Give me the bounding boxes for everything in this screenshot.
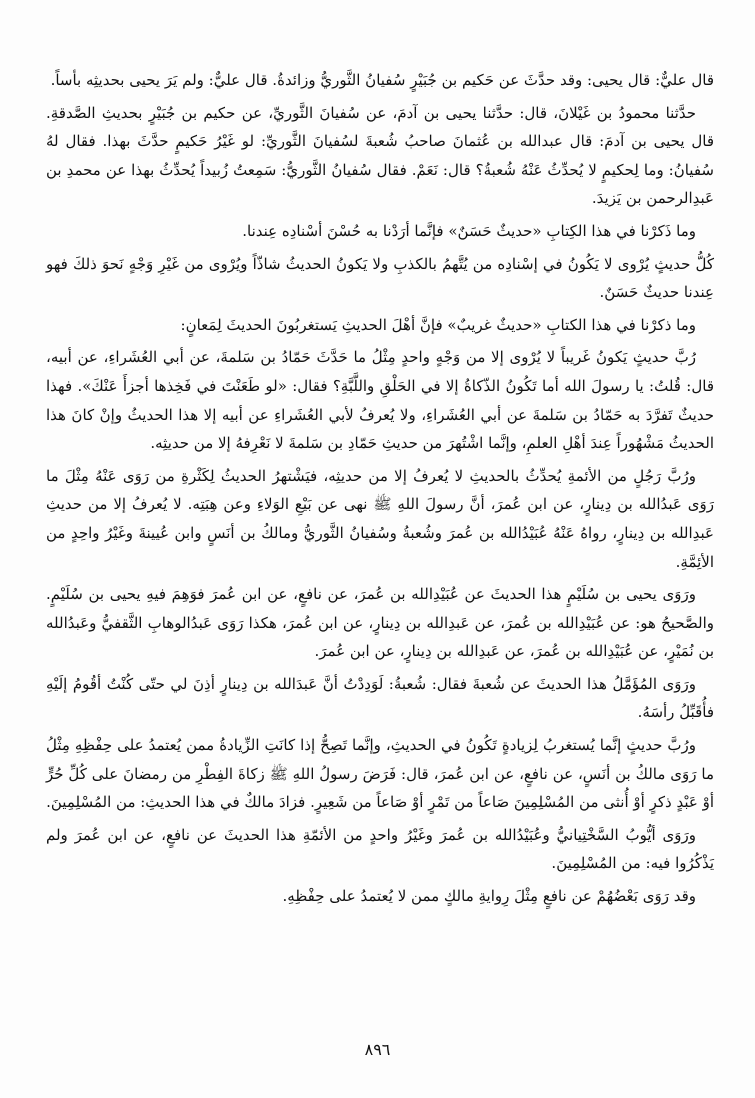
paragraph: وقد رَوَى بَعْضُهُمْ عن نافعٍ مِثْلَ رِوايةِ مالكٍ ممن لا يُعتمدُ على حِفْظِهِ. bbox=[282, 887, 696, 906]
paragraph: ورَوَى المُؤَمَّلُ هذا الحديثَ عن شُعبةَ فقال: شُعبةُ: لَوَدِدْتُ أنَّ عَبدَالله بن دِينارٍ أذِنَ لي حتّى كُنْتُ أقُومُ إلَيْهِ فأُقَبِّلُ رأسَهُ. bbox=[46, 674, 714, 722]
paragraph: حدَّثنا محمودُ بن غَيْلانَ، قال: حدَّثنا يحيى بن آدمَ، عن سُفيانَ الثَّوريِّ، عن حكيم بن جُبَيْرٍ بحديثِ الصَّدقةِ. قال يحيى بن آدمَ: قال عبدالله بن عُثمانَ صاحبُ شُعبةَ لسُفيانَ الثَّوريِّ: لو غَيْرُ حَكيمٍ حدَّثَ بهذا. فقال لهُ سُفيانُ: وما لِحكيمٍ لا يُحدِّثُ عَنْهُ شُعبةُ؟ قال: نَعَمْ. فقال سُفيانُ الثَّوريُّ: سَمِعتُ زُبيداً يُحدِّثُ بهذا عن محمدِ بن عَبدِالرحمن بن يَزيدَ. bbox=[46, 103, 714, 208]
paragraph: رُبَّ حديثٍ يَكونُ غَريباً لا يُرْوى إلا من وَجْهٍ واحدٍ مِثْلُ ما حَدَّثَ حَمّادُ بن سَلمةَ، عن أبي العُشَراءِ، عن أبيه، قال: قُلتُ: يا رسولَ الله أما تَكُونُ الذّكاةُ إلا في الحَلْقِ واللَّبَّةِ؟ فقال: «لو طَعَنْتَ في فَخِذها أجزأَ عَنْكَ». فهذا حديثٌ تَفرَّدَ به حَمّادُ بن سَلمةَ عن أبي العُشَراءِ، ولا يُعرفُ لأبي العُشَراءِ عن أبيه إلا هذا الحديثُ وإنْ كانَ هذا الحديثُ مَشْهُوراً عِندَ أهْلِ العلمِ، وإنَّما اشْتُهرَ من حديثِ حَمّادِ بن سَلمةَ لا نَعْرِفهُ إلا من حديثِه. bbox=[46, 348, 714, 453]
page-number: ٨٩٦ bbox=[364, 1040, 391, 1059]
paragraph: قال عليٌّ: قال يحيى: وقد حدَّثَ عن حَكيم بن جُبَيْرٍ سُفيانُ الثَّوريُّ وزائدةُ. قال عليٌّ: ولم يَرَ يحيى بحديثِه بأساً. bbox=[50, 71, 714, 89]
page-text-body bbox=[46, 66, 714, 915]
paragraph: ورَوَى أيُّوبُ السَّخْتِيانيُّ وعُبَيْدُالله بن عُمرَ وغَيْرُ واحدٍ من الأئمّةِ هذا الحديثَ عن نافعٍ، عن ابن عُمرَ ولم يَذْكُرُوا فيه: من المُسْلِمِينَ. bbox=[46, 825, 714, 873]
paragraph: كُلُّ حديثٍ يُرْوى لا يَكُونُ في إسْنادِه من يُتَّهمُ بالكذبِ ولا يَكونُ الحديثُ شاذّاً ويُرْوى من غَيْرِ وَجْهٍ نَحوَ ذلكَ فهو عِندنا حديثٌ حَسَنٌ. bbox=[46, 254, 714, 302]
paragraph: وما ذَكرْنا في هذا الكِتابِ «حديثٌ حَسَنٌ» فإنَّما أرَدْنا به حُسْنَ أسْنادِه عِندنا. bbox=[242, 221, 696, 240]
paragraph: ورَوَى يحيى بن سُلَيْمٍ هذا الحديثَ عن عُبَيْدِالله بن عُمرَ، عن نافعٍ، عن ابن عُمرَ فوَهِمَ فيهِ يحيى بن سُلَيْمٍ. والصَّحيحُ هو: عن عُبَيْدِالله بن عُمرَ، عن عَبدِالله بن دِينارٍ، عن ابن عُمرَ، هكذا رَوَى عَبدُالوهابِ الثَّقفيُّ وعَبدُالله بن نُمَيْرٍ، عن عُبَيْدِالله بن عُمرَ، عن عَبدِالله بن دِينارٍ، عن ابن عُمرَ. bbox=[46, 585, 714, 661]
paragraph: وما ذكرْنا في هذا الكتابِ «حديثٌ غريبٌ» فإنَّ أهْلَ الحديثِ يَستغربُونَ الحديثَ لِمَعانٍ: bbox=[180, 315, 696, 334]
paragraph: ورُبَّ رَجُلٍ من الأئمةِ يُحدِّثُ بالحديثِ لا يُعرفُ إلا من حديثِه، فيَشْتهرُ الحديثُ لِكَثْرةِ من رَوَى عَنْهُ مِثْلَ ما رَوَى عَبدُالله بن دِينارٍ، عن ابن عُمرَ، أنَّ رسولَ اللهِ ﷺ نهى عن بَيْعِ الوَلاءِ وعن هِبَتِه. لا يُعرفُ إلا من حديثِ عَبدِالله بن دِينارٍ، رواهُ عَنْهُ عُبَيْدُالله بن عُمرَ وشُعبةُ وسُفيانُ الثَّوريُّ ومالكُ بن أنَسٍ وابن عُيينةَ وغَيْرُ واحِدٍ من الأئِمَّةِ. bbox=[46, 466, 714, 571]
paragraph: ورُبَّ حديثٍ إنَّما يُستغربُ لِزيادةٍ تَكُونُ في الحديثِ، وإنَّما تَصِحُّ إذا كانَتِ الزِّيادةُ ممن يُعتمدُ على حِفْظِهِ مِثْلُ ما رَوَى مالكُ بن أنَسٍ، عن نافعٍ، عن ابن عُمرَ، قال: فَرَضَ رسولُ اللهِ ﷺ زكاةَ الفِطْرِ من رمضانَ على كُلِّ حُرٍّ أوْ عَبْدٍ ذكرٍ أوْ أُنثى من المُسْلِمِينَ صَاعاً من تَمْرٍ أوْ صَاعاً من شَعِيرٍ. فزادَ مالكٌ في هذا الحديثِ: من المُسْلِمِينَ. bbox=[46, 736, 714, 812]
